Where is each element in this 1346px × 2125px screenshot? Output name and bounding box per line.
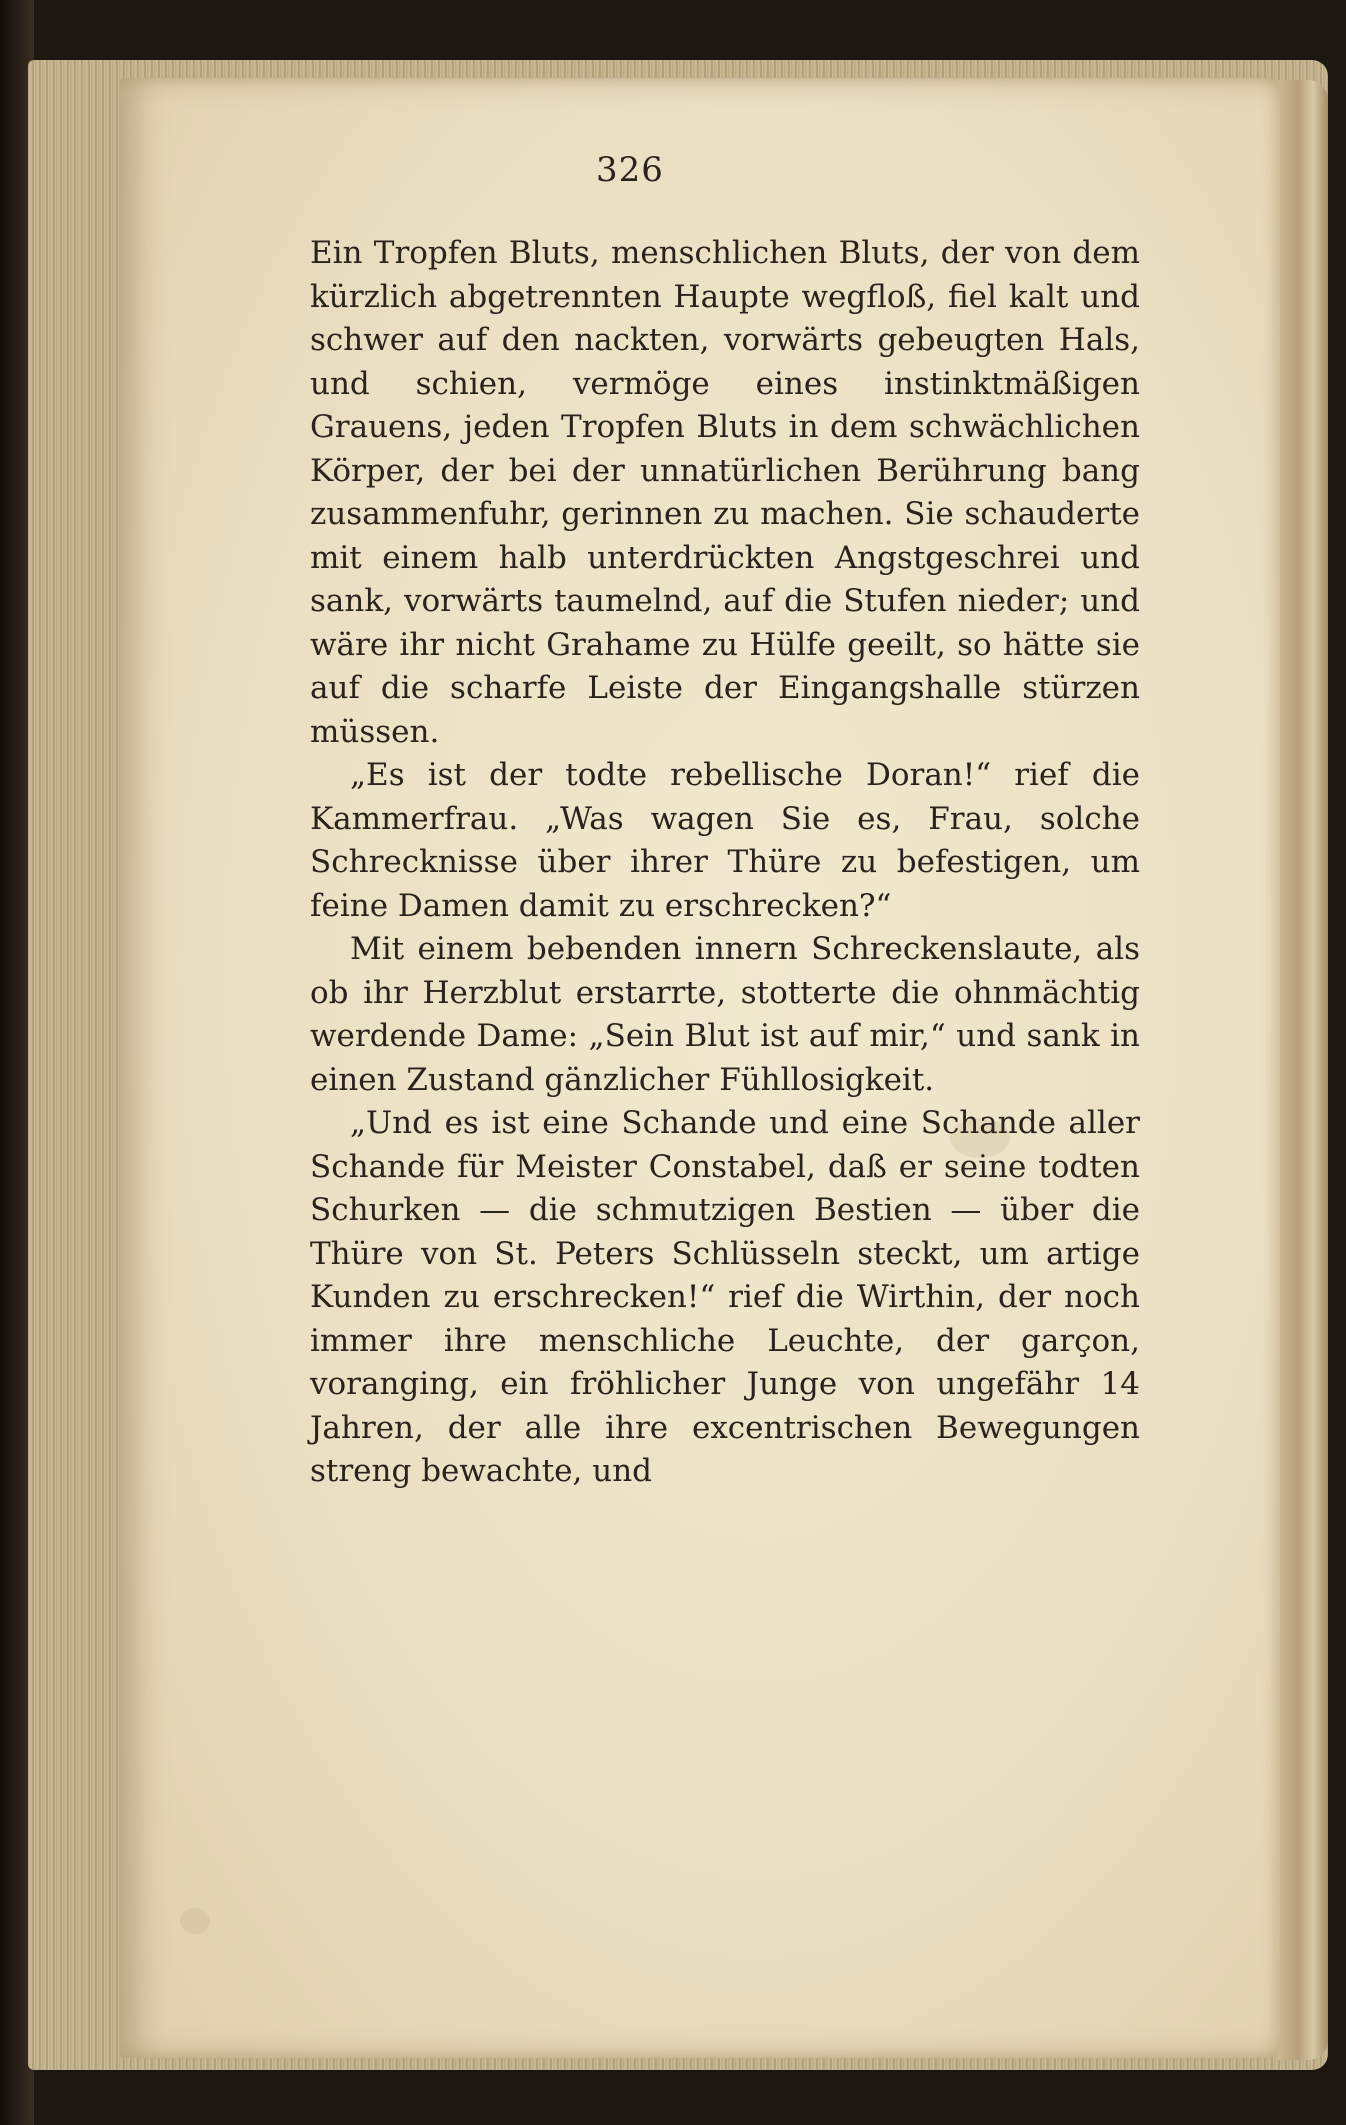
- paragraph-4: „Und es ist eine Schande und eine Schande aller Schande für Meister Constabel, daß er seine todten Schurken — die schmutzigen Bestien — über die Thüre von St. Peters Schlüsseln steckt, um artige Kunden zu erschrecken!“ rief die Wirthin, der noch immer ihre menschliche Leuchte, der garçon, voranging, ein fröhlicher Junge von ungefähr 14 Jahren, der alle ihre excentrischen Bewegungen streng bewachte, und: [310, 1105, 1140, 1489]
- paragraph-3: Mit einem bebenden innern Schreckenslaute, als ob ihr Herzblut erstarrte, stotterte die ohnmächtig werdende Dame: „Sein Blut ist auf mir,“ und sank in einen Zustand gänzlicher Fühllosigkeit.: [310, 931, 1140, 1098]
- paragraph-1: Ein Tropfen Bluts, menschlichen Bluts, der von dem kürzlich abgetrennten Haupte wegfloß, fiel kalt und schwer auf den nackten, vorwärts gebeugten Hals, und schien, vermöge eines instinktmäßigen Grauens, jeden Tropfen Bluts in dem schwächlichen Körper, der bei der unnatürlichen Berührung bang zusammenfuhr, gerinnen zu machen. Sie schauderte mit einem halb unterdrückten Angstgeschrei und sank, vorwärts taumelnd, auf die Stufen nieder; und wäre ihr nicht Grahame zu Hülfe geeilt, so hätte sie auf die scharfe Leiste der Eingangshalle stürzen müssen.: [310, 235, 1140, 750]
- page-stain: [180, 1908, 210, 1934]
- page-body-text: [310, 232, 1140, 1494]
- paragraph-2: „Es ist der todte rebellische Doran!“ rief die Kammerfrau. „Was wagen Sie es, Frau, solche Schrecknisse über ihrer Thüre zu befestigen, um feine Damen damit zu erschrecken?“: [310, 757, 1140, 924]
- page-fore-edge: [1278, 80, 1328, 2060]
- page-number: 326: [596, 150, 664, 190]
